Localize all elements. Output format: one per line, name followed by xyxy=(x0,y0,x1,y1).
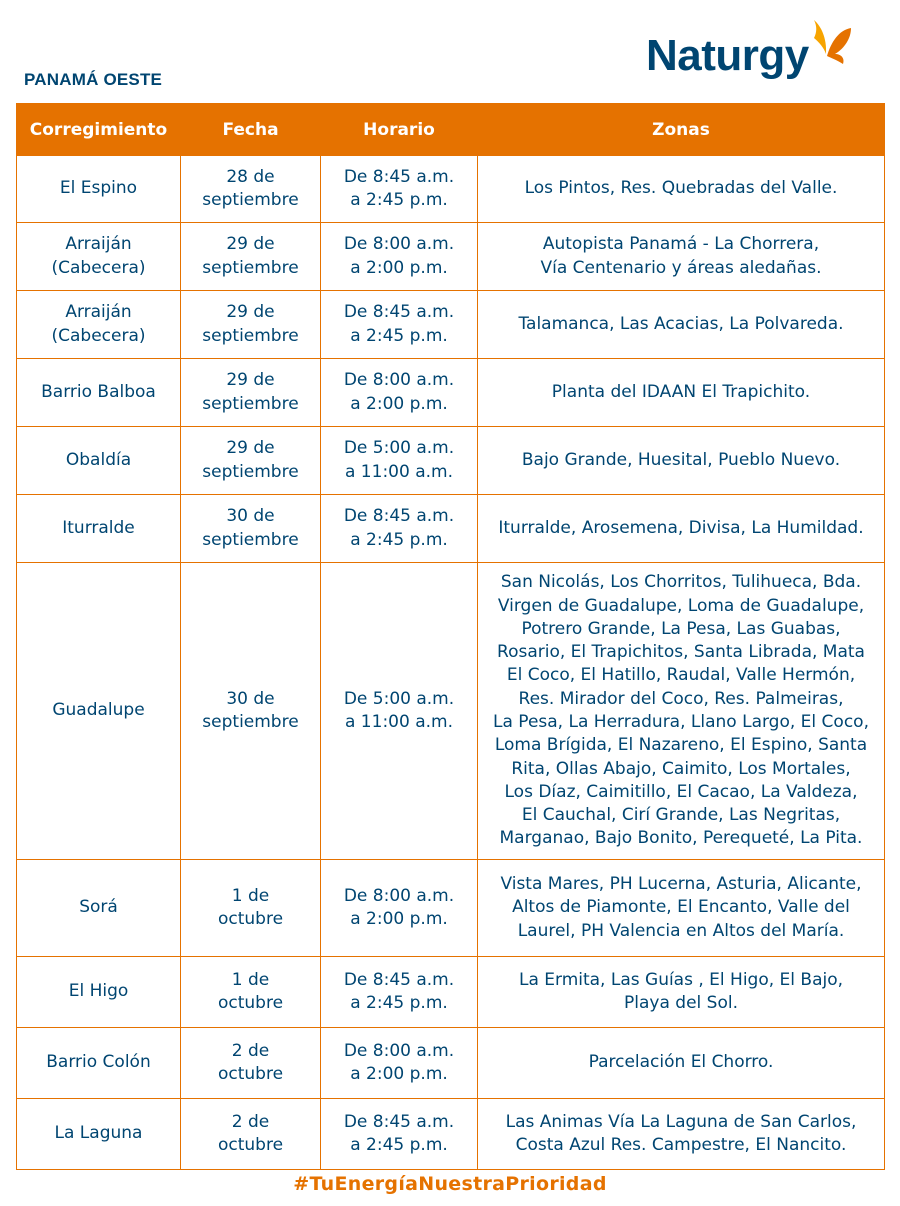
cell-line: Sorá xyxy=(79,897,118,918)
cell-corregimiento xyxy=(17,495,181,563)
cell-fecha xyxy=(181,563,321,860)
header-fecha: Fecha xyxy=(181,104,321,156)
cell-line: 29 de xyxy=(226,438,275,459)
cell-line: 29 de xyxy=(226,234,275,255)
cell-line: Iturralde, Arosemena, Divisa, La Humildad. xyxy=(498,517,864,538)
cell-zonas xyxy=(478,291,885,359)
table-row xyxy=(17,427,885,495)
cell-line: De 8:45 a.m. xyxy=(343,302,455,323)
cell-horario xyxy=(321,1099,478,1170)
cell-line: Iturralde xyxy=(62,517,135,538)
cell-line: octubre xyxy=(217,1135,284,1155)
cell-fecha xyxy=(181,495,321,563)
cell-corregimiento xyxy=(17,359,181,427)
cell-zonas xyxy=(478,427,885,495)
cell-fecha xyxy=(181,359,321,427)
cell-line: Autopista Panamá - La Chorrera, xyxy=(542,234,820,255)
cell-fecha xyxy=(181,427,321,495)
cell-line: (Cabecera) xyxy=(51,257,146,278)
butterfly-icon xyxy=(811,18,853,70)
cell-line: a 2:00 p.m. xyxy=(350,393,448,414)
cell-line: De 8:00 a.m. xyxy=(343,234,455,255)
logo-wordmark: Naturgy xyxy=(646,31,809,80)
cell-line: Virgen de Guadalupe, Loma de Guadalupe, xyxy=(497,595,865,616)
cell-line: De 5:00 a.m. xyxy=(343,438,455,459)
cell-line: Vista Mares, PH Lucerna, Asturia, Alicante, xyxy=(500,874,862,895)
cell-zonas xyxy=(478,957,885,1028)
cell-line: octubre xyxy=(217,993,284,1013)
cell-zonas xyxy=(478,223,885,291)
cell-line: a 2:00 p.m. xyxy=(350,909,448,929)
cell-line: Potrero Grande, La Pesa, Las Guabas, xyxy=(521,618,841,639)
cell-horario xyxy=(321,495,478,563)
hashtag: #TuEnergíaNuestraPrioridad xyxy=(293,1173,607,1195)
cell-line: San Nicolás, Los Chorritos, Tulihueca, Bda. xyxy=(500,572,862,593)
cell-line: De 8:00 a.m. xyxy=(343,1040,455,1061)
cell-zonas xyxy=(478,1028,885,1099)
cell-line: a 2:00 p.m. xyxy=(350,257,448,278)
cell-horario xyxy=(321,563,478,860)
cell-horario xyxy=(321,860,478,957)
header-horario: Horario xyxy=(321,104,478,156)
cell-horario xyxy=(321,427,478,495)
cell-line: Barrio Colón xyxy=(46,1052,151,1073)
table-row xyxy=(17,223,885,291)
cell-horario xyxy=(321,1028,478,1099)
cell-corregimiento xyxy=(17,563,181,860)
cell-line: La Ermita, Las Guías , El Higo, El Bajo, xyxy=(518,969,844,990)
cell-fecha xyxy=(181,1028,321,1099)
table-header-row xyxy=(17,104,885,156)
cell-line: a 11:00 a.m. xyxy=(344,461,453,482)
cell-line: Laurel, PH Valencia en Altos del María. xyxy=(517,920,845,941)
cell-line: septiembre xyxy=(202,257,299,278)
cell-zonas xyxy=(478,156,885,223)
cell-line: Planta del IDAAN El Trapichito. xyxy=(551,381,811,402)
cell-line: a 2:45 p.m. xyxy=(350,1135,448,1155)
cell-line: septiembre xyxy=(202,461,299,482)
cell-line: De 8:45 a.m. xyxy=(343,969,455,990)
cell-corregimiento xyxy=(17,860,181,957)
cell-line: Loma Brígida, El Nazareno, El Espino, Santa xyxy=(494,735,868,756)
table-row xyxy=(17,563,885,860)
cell-corregimiento xyxy=(17,957,181,1028)
cell-line: De 8:00 a.m. xyxy=(343,885,455,906)
cell-line: El Higo xyxy=(68,981,129,1002)
cell-line: a 2:45 p.m. xyxy=(350,325,448,346)
cell-line: a 2:45 p.m. xyxy=(350,993,448,1013)
table-row xyxy=(17,1099,885,1170)
cell-line: De 8:00 a.m. xyxy=(343,370,455,391)
cell-fecha xyxy=(181,156,321,223)
schedule-table xyxy=(16,103,885,1170)
cell-corregimiento xyxy=(17,427,181,495)
cell-line: a 11:00 a.m. xyxy=(344,712,453,732)
cell-line: Arraiján xyxy=(65,234,132,255)
cell-fecha xyxy=(181,223,321,291)
cell-line: El Cauchal, Cirí Grande, Las Negritas, xyxy=(521,805,841,826)
cell-line: 1 de xyxy=(231,969,270,990)
table-row xyxy=(17,957,885,1028)
cell-line: (Cabecera) xyxy=(51,325,146,346)
cell-line: Rita, Ollas Abajo, Caimito, Los Mortales, xyxy=(511,758,851,779)
table-row xyxy=(17,359,885,427)
cell-fecha xyxy=(181,1099,321,1170)
region-title: PANAMÁ OESTE xyxy=(24,70,163,89)
cell-zonas xyxy=(478,563,885,860)
table-row xyxy=(17,495,885,563)
table-row xyxy=(17,156,885,223)
cell-line: Arraiján xyxy=(65,302,132,323)
cell-line: 30 de xyxy=(226,688,275,709)
cell-line: Bajo Grande, Huesital, Pueblo Nuevo. xyxy=(521,449,841,470)
cell-line: septiembre xyxy=(202,190,299,210)
cell-line: Costa Azul Res. Campestre, El Nancito. xyxy=(515,1135,847,1155)
cell-fecha xyxy=(181,957,321,1028)
cell-horario xyxy=(321,957,478,1028)
cell-line: 30 de xyxy=(226,506,275,527)
cell-line: Barrio Balboa xyxy=(41,381,156,402)
cell-line: 2 de xyxy=(231,1040,270,1061)
cell-corregimiento xyxy=(17,1028,181,1099)
cell-line: El Coco, El Hatillo, Raudal, Valle Hermón, xyxy=(506,665,856,686)
cell-line: De 8:45 a.m. xyxy=(343,1111,455,1132)
cell-corregimiento xyxy=(17,156,181,223)
cell-line: El Espino xyxy=(59,178,138,199)
cell-line: septiembre xyxy=(202,712,299,732)
cell-line: septiembre xyxy=(202,529,299,550)
cell-horario xyxy=(321,223,478,291)
cell-line: 2 de xyxy=(231,1111,270,1132)
cell-line: septiembre xyxy=(202,393,299,414)
cell-line: Obaldía xyxy=(65,449,132,470)
table-row xyxy=(17,291,885,359)
cell-line: Marganao, Bajo Bonito, Perequeté, La Pita. xyxy=(499,828,863,849)
cell-line: octubre xyxy=(217,1064,284,1084)
cell-line: Las Animas Vía La Laguna de San Carlos, xyxy=(505,1111,857,1132)
cell-line: a 2:00 p.m. xyxy=(350,1064,448,1084)
cell-line: Guadalupe xyxy=(52,700,145,721)
cell-line: 29 de xyxy=(226,302,275,323)
cell-line: 28 de xyxy=(226,166,275,187)
cell-line: Playa del Sol. xyxy=(624,993,738,1013)
cell-fecha xyxy=(181,860,321,957)
cell-zonas xyxy=(478,1099,885,1170)
cell-fecha xyxy=(181,291,321,359)
cell-horario xyxy=(321,359,478,427)
cell-line: Parcelación El Chorro. xyxy=(588,1052,774,1073)
cell-line: a 2:45 p.m. xyxy=(350,190,448,210)
cell-horario xyxy=(321,291,478,359)
cell-corregimiento xyxy=(17,1099,181,1170)
cell-zonas xyxy=(478,359,885,427)
cell-corregimiento xyxy=(17,223,181,291)
cell-line: a 2:45 p.m. xyxy=(350,529,448,550)
cell-line: Talamanca, Las Acacias, La Polvareda. xyxy=(518,313,844,334)
cell-line: De 8:45 a.m. xyxy=(343,166,455,187)
cell-zonas xyxy=(478,495,885,563)
cell-line: septiembre xyxy=(202,325,299,346)
table-row xyxy=(17,1028,885,1099)
cell-line: Res. Mirador del Coco, Res. Palmeiras, xyxy=(518,688,844,709)
cell-line: 1 de xyxy=(231,885,270,906)
naturgy-logo xyxy=(646,18,853,78)
cell-line: octubre xyxy=(217,909,284,929)
cell-horario xyxy=(321,156,478,223)
cell-line: La Pesa, La Herradura, Llano Largo, El Coco, xyxy=(493,712,869,732)
header-zonas: Zonas xyxy=(478,104,885,156)
cell-zonas xyxy=(478,860,885,957)
cell-line: De 8:45 a.m. xyxy=(343,506,455,527)
cell-corregimiento xyxy=(17,291,181,359)
cell-line: Altos de Piamonte, El Encanto, Valle del xyxy=(512,897,850,918)
cell-line: Los Díaz, Caimitillo, El Cacao, La Valdeza, xyxy=(504,781,858,802)
cell-line: Vía Centenario y áreas aledañas. xyxy=(540,257,822,278)
cell-line: De 5:00 a.m. xyxy=(343,688,455,709)
cell-line: Los Pintos, Res. Quebradas del Valle. xyxy=(524,178,838,199)
table-row xyxy=(17,860,885,957)
cell-line: 29 de xyxy=(226,370,275,391)
header-corregimiento: Corregimiento xyxy=(17,104,181,156)
cell-line: La Laguna xyxy=(54,1123,143,1144)
cell-line: Rosario, El Trapichitos, Santa Librada, Mata xyxy=(497,642,865,663)
